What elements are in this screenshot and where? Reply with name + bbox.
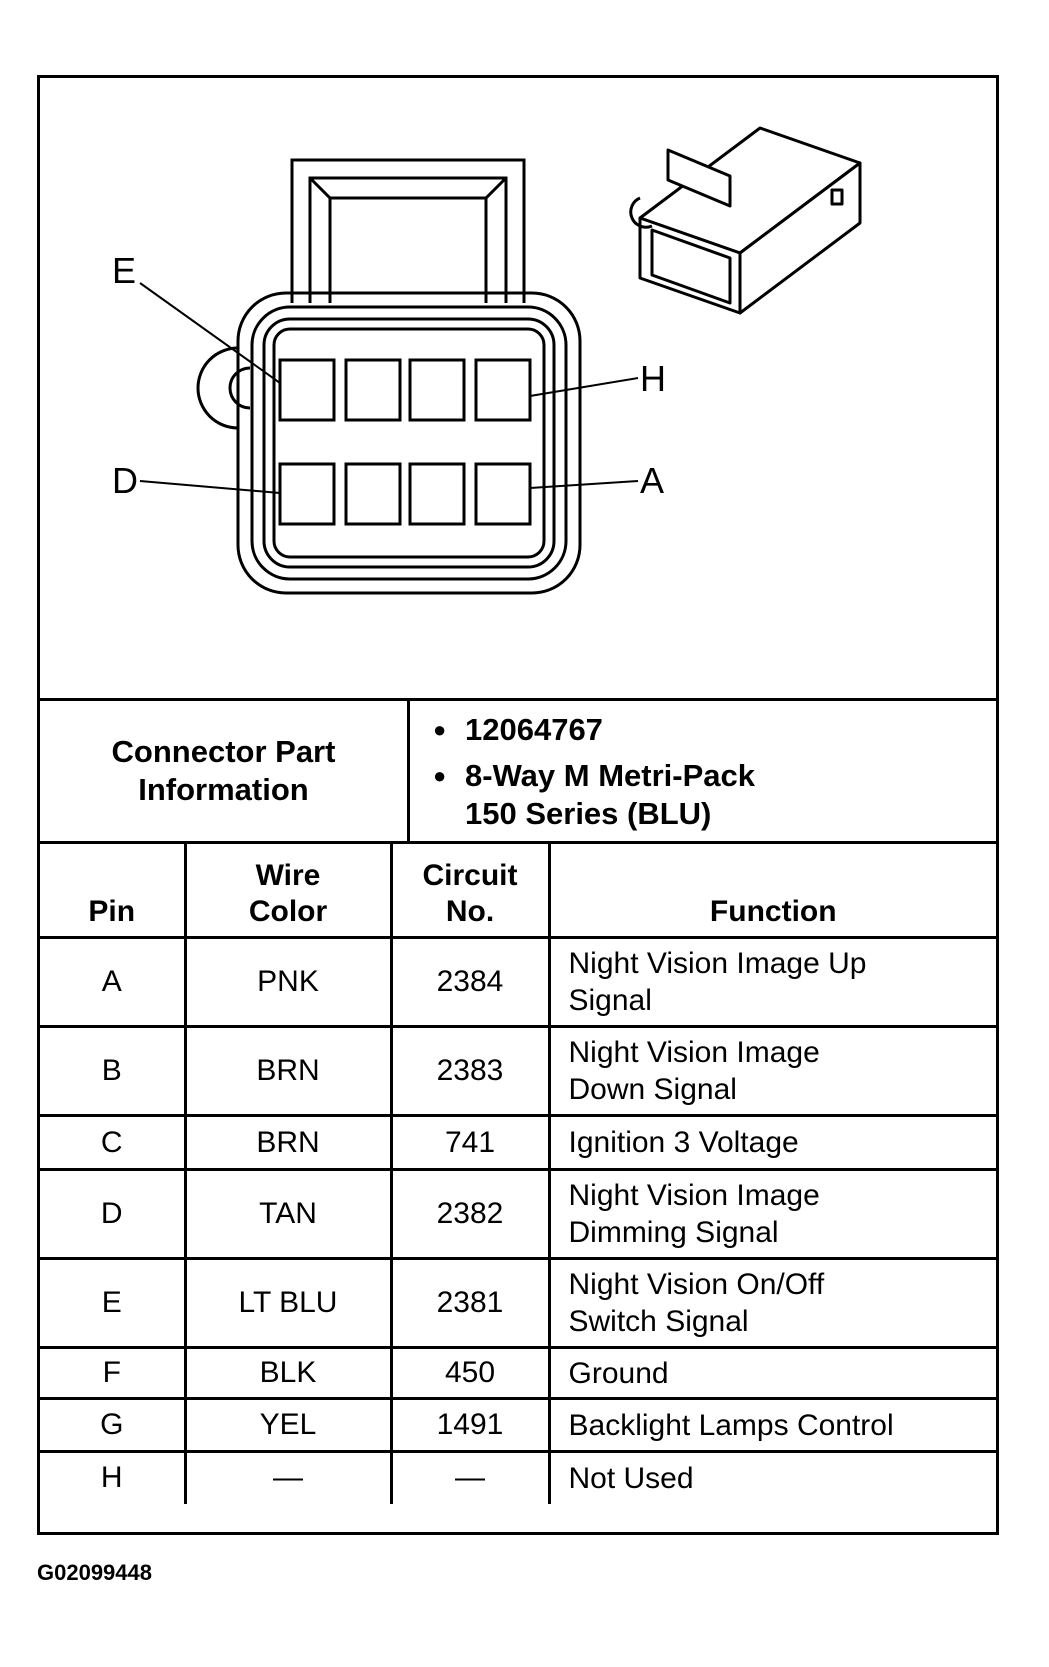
cell-wire-color: PNK — [185, 938, 391, 1027]
pinout-table — [40, 844, 996, 1504]
cell-pin: H — [40, 1452, 185, 1504]
connector-face-drawing — [40, 78, 996, 698]
cell-wire-color: TAN — [185, 1170, 391, 1259]
table-row — [40, 1027, 996, 1116]
cell-function: Ignition 3 Voltage — [549, 1116, 996, 1170]
cell-function: Night Vision Image Up Signal — [549, 938, 996, 1027]
cavity-C — [346, 464, 400, 524]
cell-pin: B — [40, 1027, 185, 1116]
cell-function: Not Used — [549, 1452, 996, 1504]
cell-circuit-no: 2382 — [391, 1170, 549, 1259]
table-row — [40, 938, 996, 1027]
connector-part-info — [40, 698, 996, 844]
connector-isometric-view — [631, 128, 860, 313]
cell-function: Backlight Lamps Control — [549, 1399, 996, 1452]
cell-circuit-no: 450 — [391, 1348, 549, 1399]
bullet-icon: ● — [433, 763, 447, 788]
pin-label-D: D — [112, 460, 138, 501]
cell-pin: D — [40, 1170, 185, 1259]
latch-bevel — [310, 178, 506, 198]
table-row — [40, 1452, 996, 1504]
cell-wire-color: LT BLU — [185, 1259, 391, 1348]
body-outer — [238, 293, 580, 593]
cell-wire-color: BRN — [185, 1027, 391, 1116]
ear-inner — [230, 368, 250, 408]
cell-function: Night Vision Image Down Signal — [549, 1027, 996, 1116]
cavity-B — [410, 464, 464, 524]
table-row — [40, 1399, 996, 1452]
cavity-A — [476, 464, 530, 524]
ear-outer — [198, 348, 238, 428]
connector-part-number: ● 12064767 — [433, 712, 603, 747]
cell-wire-color: — — [185, 1452, 391, 1504]
table-row — [40, 1259, 996, 1348]
cavity-G — [410, 360, 464, 420]
cell-wire-color: YEL — [185, 1399, 391, 1452]
cell-wire-color: BLK — [185, 1348, 391, 1399]
header-wire-color: Wire Color — [185, 844, 391, 938]
connector-frame — [37, 75, 999, 1535]
leader-D — [140, 481, 280, 493]
leader-E — [140, 283, 280, 383]
iso-window — [832, 190, 842, 204]
connector-info-label: Connector Part Information — [40, 701, 410, 841]
cell-function: Ground — [549, 1348, 996, 1399]
body-mid — [252, 307, 566, 579]
cell-pin: F — [40, 1348, 185, 1399]
leader-H — [530, 378, 638, 396]
cell-circuit-no: 2381 — [391, 1259, 549, 1348]
cell-circuit-no: 2384 — [391, 938, 549, 1027]
body-inner — [264, 319, 554, 567]
cell-function: Night Vision On/Off Switch Signal — [549, 1259, 996, 1348]
table-row — [40, 1116, 996, 1170]
connector-description: ● 8-Way M Metri-Pack 150 Series (BLU) — [433, 758, 755, 831]
pin-label-E: E — [112, 250, 137, 291]
table-header-row — [40, 844, 996, 938]
cavity-H — [476, 360, 530, 420]
table-row — [40, 1170, 996, 1259]
pin-label-A: A — [640, 460, 665, 501]
cell-function: Night Vision Image Dimming Signal — [549, 1170, 996, 1259]
cavity-E — [280, 360, 334, 420]
table-row — [40, 1348, 996, 1399]
connector-diagram — [40, 78, 996, 698]
cavity-F — [346, 360, 400, 420]
cell-circuit-no: 2383 — [391, 1027, 549, 1116]
cell-pin: A — [40, 938, 185, 1027]
cell-circuit-no: — — [391, 1452, 549, 1504]
cavity-D — [280, 464, 334, 524]
cell-pin: C — [40, 1116, 185, 1170]
cell-circuit-no: 741 — [391, 1116, 549, 1170]
connector-info-list — [410, 701, 996, 841]
header-circuit-no: Circuit No. — [391, 844, 549, 938]
cell-wire-color: BRN — [185, 1116, 391, 1170]
bullet-icon: ● — [433, 717, 447, 742]
latch-outer — [292, 160, 524, 303]
cell-pin: G — [40, 1399, 185, 1452]
figure-id: G02099448 — [37, 1560, 152, 1585]
cell-circuit-no: 1491 — [391, 1399, 549, 1452]
cell-pin: E — [40, 1259, 185, 1348]
leader-A — [530, 481, 638, 488]
header-function: Function — [549, 844, 996, 938]
header-pin: Pin — [40, 844, 185, 938]
pin-label-H: H — [640, 358, 666, 399]
